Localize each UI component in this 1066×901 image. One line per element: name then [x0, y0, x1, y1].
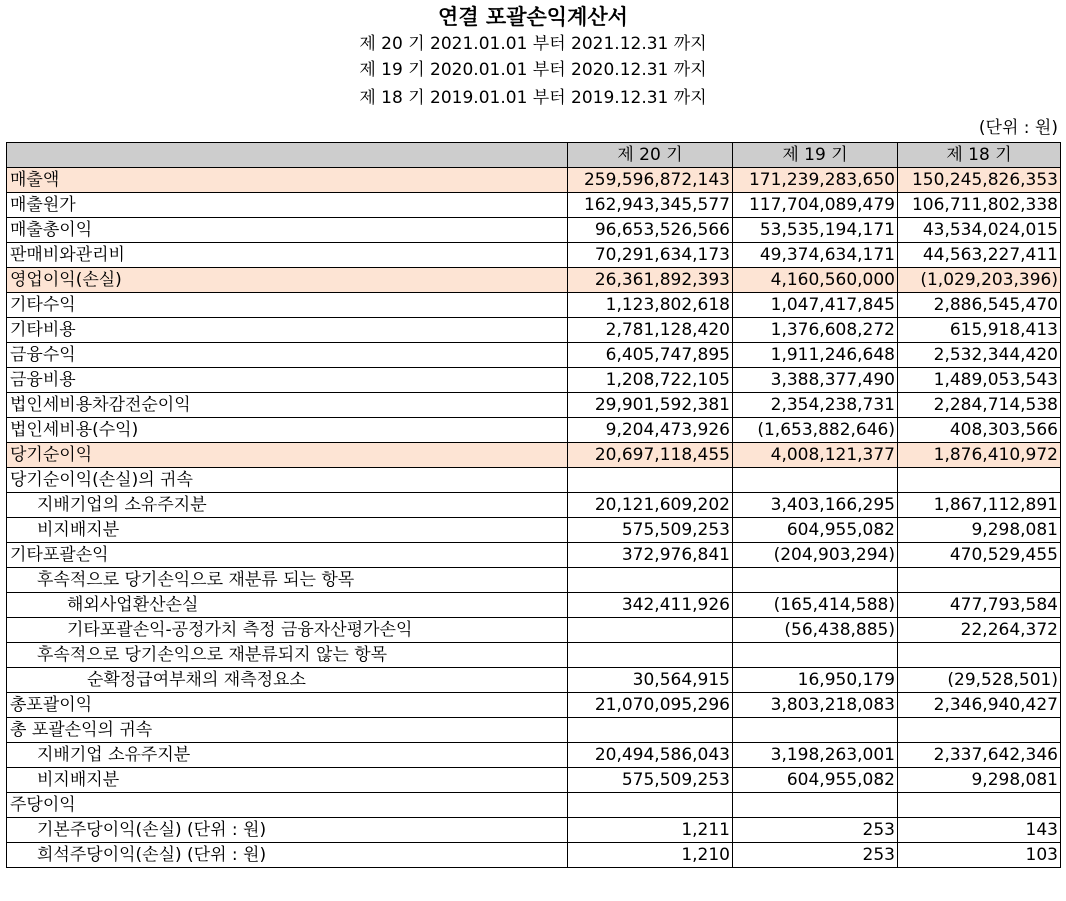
- header-cell-label: [7, 143, 568, 168]
- value-cell: (1,029,203,396): [898, 268, 1061, 293]
- row-label: 기타포괄손익: [7, 543, 568, 568]
- period-line-18: 제 18 기 2019.01.01 부터 2019.12.31 까지: [359, 88, 707, 108]
- table-row: [7, 818, 1061, 843]
- value-cell: 575,509,253: [568, 768, 733, 793]
- table-row: [7, 768, 1061, 793]
- statement-title: 연결 포괄손익계산서: [438, 5, 628, 29]
- value-cell: 615,918,413: [898, 318, 1061, 343]
- value-cell: 4,008,121,377: [733, 443, 898, 468]
- row-label: 후속적으로 당기손익으로 재분류 되는 항목: [7, 568, 568, 593]
- value-cell: 117,704,089,479: [733, 193, 898, 218]
- value-cell: 1,123,802,618: [568, 293, 733, 318]
- value-cell: [898, 568, 1061, 593]
- row-label: 희석주당이익(손실) (단위 : 원): [7, 843, 568, 868]
- value-cell: 2,346,940,427: [898, 693, 1061, 718]
- value-cell: 604,955,082: [733, 518, 898, 543]
- value-cell: 1,208,722,105: [568, 368, 733, 393]
- value-cell: 26,361,892,393: [568, 268, 733, 293]
- value-cell: 477,793,584: [898, 593, 1061, 618]
- value-cell: 1,210: [568, 843, 733, 868]
- value-cell: [733, 643, 898, 668]
- value-cell: 70,291,634,173: [568, 243, 733, 268]
- table-row: [7, 318, 1061, 343]
- value-cell: 2,337,642,346: [898, 743, 1061, 768]
- table-row: [7, 343, 1061, 368]
- value-cell: 604,955,082: [733, 768, 898, 793]
- value-cell: 96,653,526,566: [568, 218, 733, 243]
- row-label: 기본주당이익(손실) (단위 : 원): [7, 818, 568, 843]
- value-cell: 3,198,263,001: [733, 743, 898, 768]
- row-label: 총 포괄손익의 귀속: [7, 718, 568, 743]
- row-label: 지배기업의 소유주지분: [7, 493, 568, 518]
- value-cell: (204,903,294): [733, 543, 898, 568]
- value-cell: 106,711,802,338: [898, 193, 1061, 218]
- unit-label: (단위 : 원): [978, 118, 1058, 138]
- table-row: [7, 793, 1061, 818]
- table-row: [7, 593, 1061, 618]
- row-label: 법인세비용(수익): [7, 418, 568, 443]
- value-cell: 49,374,634,171: [733, 243, 898, 268]
- table-row: [7, 668, 1061, 693]
- value-cell: 259,596,872,143: [568, 168, 733, 193]
- value-cell: 16,950,179: [733, 668, 898, 693]
- value-cell: 171,239,283,650: [733, 168, 898, 193]
- table-row: [7, 693, 1061, 718]
- value-cell: 342,411,926: [568, 593, 733, 618]
- row-label: 매출액: [7, 168, 568, 193]
- table-row: [7, 193, 1061, 218]
- value-cell: [568, 468, 733, 493]
- row-label: 매출원가: [7, 193, 568, 218]
- table-row: [7, 468, 1061, 493]
- table-row: [7, 568, 1061, 593]
- value-cell: 408,303,566: [898, 418, 1061, 443]
- table-row: [7, 268, 1061, 293]
- table-header-row: [7, 143, 1061, 168]
- value-cell: 20,697,118,455: [568, 443, 733, 468]
- table-row: [7, 543, 1061, 568]
- value-cell: (56,438,885): [733, 618, 898, 643]
- value-cell: [733, 793, 898, 818]
- value-cell: 43,534,024,015: [898, 218, 1061, 243]
- row-label: 해외사업환산손실: [7, 593, 568, 618]
- value-cell: [898, 793, 1061, 818]
- value-cell: [898, 718, 1061, 743]
- row-label: 영업이익(손실): [7, 268, 568, 293]
- value-cell: 150,245,826,353: [898, 168, 1061, 193]
- row-label: 판매비와관리비: [7, 243, 568, 268]
- table-row: [7, 518, 1061, 543]
- value-cell: [568, 718, 733, 743]
- value-cell: [898, 468, 1061, 493]
- value-cell: 2,284,714,538: [898, 393, 1061, 418]
- value-cell: [568, 793, 733, 818]
- value-cell: 253: [733, 843, 898, 868]
- value-cell: 162,943,345,577: [568, 193, 733, 218]
- value-cell: 44,563,227,411: [898, 243, 1061, 268]
- table-row: [7, 418, 1061, 443]
- header-cell-period-19: 제 19 기: [733, 143, 898, 168]
- value-cell: 1,376,608,272: [733, 318, 898, 343]
- table-row: [7, 493, 1061, 518]
- value-cell: 9,298,081: [898, 518, 1061, 543]
- value-cell: 6,405,747,895: [568, 343, 733, 368]
- table-row: [7, 743, 1061, 768]
- value-cell: 2,532,344,420: [898, 343, 1061, 368]
- row-label: 금융수익: [7, 343, 568, 368]
- value-cell: 29,901,592,381: [568, 393, 733, 418]
- value-cell: 1,211: [568, 818, 733, 843]
- value-cell: 253: [733, 818, 898, 843]
- row-label: 주당이익: [7, 793, 568, 818]
- value-cell: (1,653,882,646): [733, 418, 898, 443]
- value-cell: 9,298,081: [898, 768, 1061, 793]
- value-cell: 3,803,218,083: [733, 693, 898, 718]
- value-cell: 21,070,095,296: [568, 693, 733, 718]
- table-row: [7, 243, 1061, 268]
- value-cell: 30,564,915: [568, 668, 733, 693]
- row-label: 비지배지분: [7, 518, 568, 543]
- value-cell: 372,976,841: [568, 543, 733, 568]
- value-cell: 4,160,560,000: [733, 268, 898, 293]
- value-cell: [898, 643, 1061, 668]
- value-cell: 2,781,128,420: [568, 318, 733, 343]
- period-line-20: 제 20 기 2021.01.01 부터 2021.12.31 까지: [359, 34, 707, 54]
- value-cell: 103: [898, 843, 1061, 868]
- row-label: 기타포괄손익-공정가치 측정 금융자산평가손익: [7, 618, 568, 643]
- value-cell: 20,121,609,202: [568, 493, 733, 518]
- value-cell: 143: [898, 818, 1061, 843]
- value-cell: [568, 643, 733, 668]
- value-cell: 1,867,112,891: [898, 493, 1061, 518]
- row-label: 총포괄이익: [7, 693, 568, 718]
- value-cell: 22,264,372: [898, 618, 1061, 643]
- table-row: [7, 618, 1061, 643]
- row-label: 지배기업 소유주지분: [7, 743, 568, 768]
- row-label: 비지배지분: [7, 768, 568, 793]
- row-label: 당기순이익(손실)의 귀속: [7, 468, 568, 493]
- value-cell: 575,509,253: [568, 518, 733, 543]
- value-cell: 2,886,545,470: [898, 293, 1061, 318]
- value-cell: 1,047,417,845: [733, 293, 898, 318]
- table-row: [7, 168, 1061, 193]
- value-cell: 1,911,246,648: [733, 343, 898, 368]
- value-cell: 2,354,238,731: [733, 393, 898, 418]
- period-line-19: 제 19 기 2020.01.01 부터 2020.12.31 까지: [359, 60, 707, 80]
- value-cell: (29,528,501): [898, 668, 1061, 693]
- value-cell: 1,876,410,972: [898, 443, 1061, 468]
- value-cell: [568, 568, 733, 593]
- value-cell: [733, 718, 898, 743]
- value-cell: (165,414,588): [733, 593, 898, 618]
- table-row: [7, 368, 1061, 393]
- value-cell: 470,529,455: [898, 543, 1061, 568]
- row-label: 금융비용: [7, 368, 568, 393]
- value-cell: [733, 468, 898, 493]
- row-label: 당기순이익: [7, 443, 568, 468]
- row-label: 후속적으로 당기손익으로 재분류되지 않는 항목: [7, 643, 568, 668]
- value-cell: 53,535,194,171: [733, 218, 898, 243]
- row-label: 기타비용: [7, 318, 568, 343]
- header-cell-period-18: 제 18 기: [898, 143, 1061, 168]
- table-row: [7, 218, 1061, 243]
- value-cell: [733, 568, 898, 593]
- value-cell: 1,489,053,543: [898, 368, 1061, 393]
- value-cell: 20,494,586,043: [568, 743, 733, 768]
- table-row: [7, 643, 1061, 668]
- table-row: [7, 393, 1061, 418]
- table-row: [7, 843, 1061, 868]
- table-row: [7, 293, 1061, 318]
- row-label: 매출총이익: [7, 218, 568, 243]
- row-label: 순확정급여부채의 재측정요소: [7, 668, 568, 693]
- row-label: 기타수익: [7, 293, 568, 318]
- table-row: [7, 718, 1061, 743]
- value-cell: 3,403,166,295: [733, 493, 898, 518]
- row-label: 법인세비용차감전순이익: [7, 393, 568, 418]
- table-row: [7, 443, 1061, 468]
- value-cell: 3,388,377,490: [733, 368, 898, 393]
- header-cell-period-20: 제 20 기: [568, 143, 733, 168]
- value-cell: [568, 618, 733, 643]
- value-cell: 9,204,473,926: [568, 418, 733, 443]
- income-statement-table: [6, 142, 1061, 868]
- table-body: [7, 168, 1061, 868]
